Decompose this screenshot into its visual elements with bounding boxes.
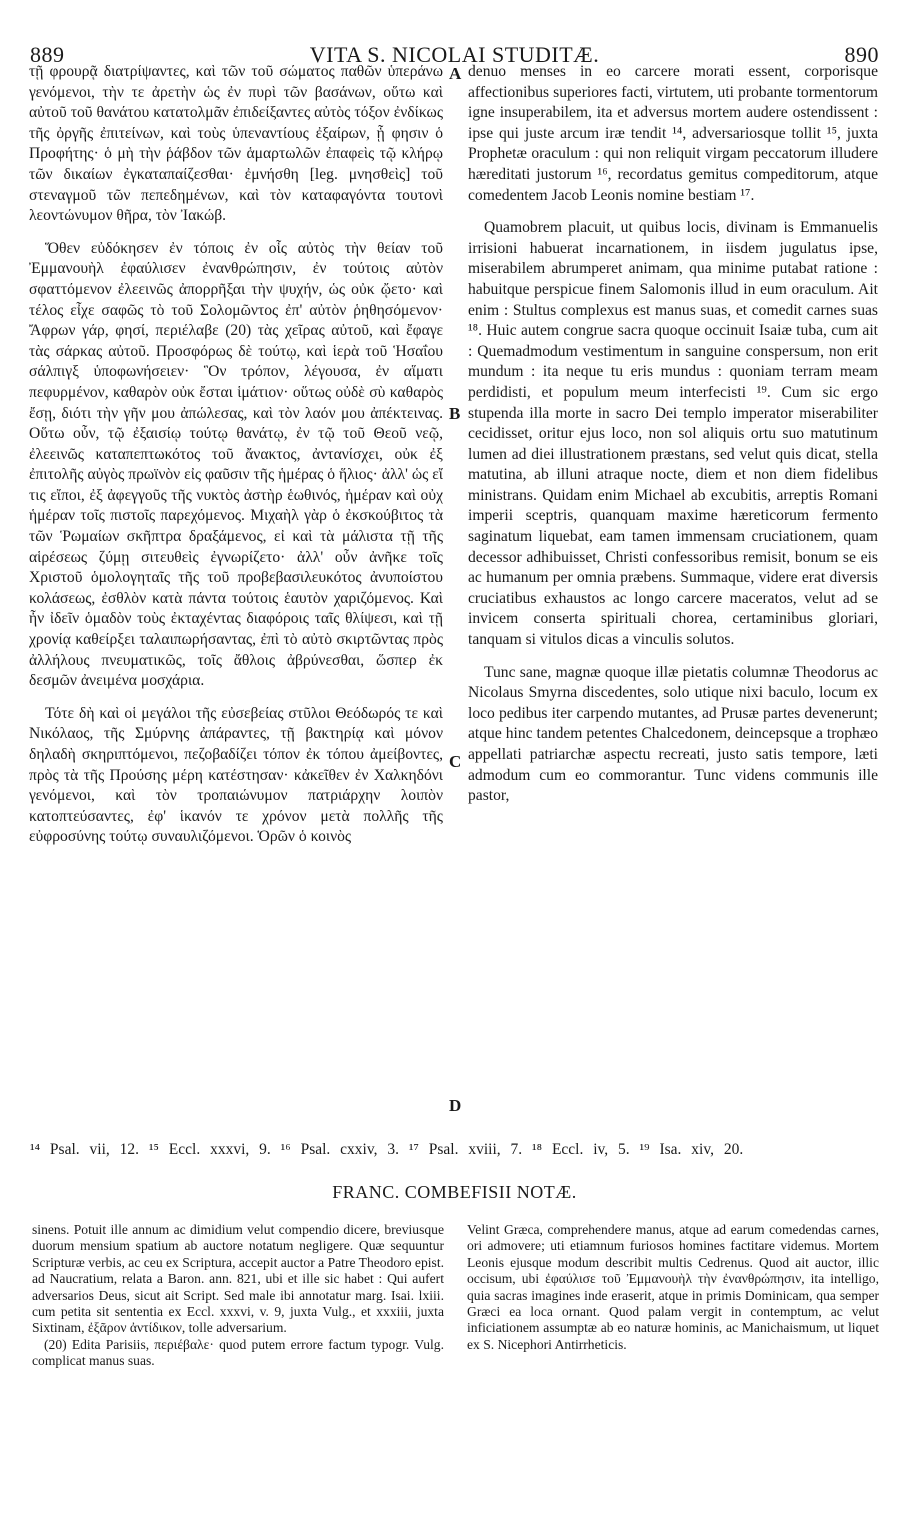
- greek-paragraph: Τότε δὴ καὶ οἱ μεγάλοι τῆς εὐσεβείας στῦλοι Θεόδωρός τε καὶ Νικόλαος, τῆς Σμύρνης ἀπάραντες, τῇ βακτηρίᾳ καὶ μόνον δηλαδὴ σκηριπτόμενοι, πεζοβαδίζει τόπον ἐκ τόπου ἀμείβοντες, πρὸς τὰ τῆς Προύσης μέρη κατέστησαν· κἀκεῖθεν ἐν Χαλκηδόνι γενόμενοι, καὶ τὸν τροπαιώνυμον πατριάρχην λοιπὸν κατοπτεύσαντες, ἐφ' ἱκανόν τε χρόνον μετὰ πολλῆς τῆς εὐφροσύνης τούτῳ συναυλιζόμενοι. Ὁρῶν ὁ κοινὸς: [29, 704, 443, 846]
- notes-heading: FRANC. COMBEFISII NOTÆ.: [332, 1182, 577, 1202]
- latin-paragraph: Quamobrem placuit, ut quibus locis, divinam is Emmanuelis irrisioni habuerat incarnationem, in iisdem jugulatus ipse, miserabilem abrumperet animam, qua minime putabat ratione : habuitque perspicue finem Salomonis illud in eum oraculum. Ait enim : Stultus complexus est manus suas, et comedit carnes suas ¹⁸. Huic autem congrue sacra quoque occinuit Isaiæ tuba, cum ait : Quemadmodum vestimentum in sanguine conspersum, non erit mundum : ita neque tu eris mundus : quoniam terram meam perdidisti, et populum meum interfecisti ¹⁹. Cum sic ergo stupenda illa morte in sacro Dei templo imperator miserabiliter cecidisset, oritur ejus loco, non sol aliquis ortu suo matutinum lumen ad diei illustrationem præstans, sed velut quis dicat, stella matutina, ab illuni atraque nocte, diem et non diem fidelibus ministrans. Quidam enim Michael ab excubitis, arreptis Romani imperii sceptris, quanquam maxime hæreticorum fermento saginatum liquebat, eam tamen immensam cruciationem, quam decessor adhibuisset, Christi confessoribus remisit, bonum se eis ac humanum per omnia præbens. Summaque, videre erat diversis cruciatibus exhaustos ac longo carcere maceratos, velut ad se invicem conserta spirituali chorea, certaminibus gloriari, tanquam si vitulos dicas a vinculis solutos.: [468, 219, 878, 649]
- margin-marker-d: D: [449, 1096, 462, 1115]
- note-paragraph: Velint Græca, comprehendere manus, atque ad earum comedendas carnes, ori admovere; uti etiamnum furiosos homines factitare videmus. Mortem Leonis ejusque modum describit multis Cedrenus. Quod ait auctor, illic occisum, ubi ἐφαύλισε τοῦ Ἐμμανουὴλ τὴν ἐνανθρώπησιν, ita intelligo, quia sacras imagines inde eraserit, atque in primis Dominicam, qua semper Græci ea loca ornant. Quod palam vergit in contemptum, ac velut inficiationem assumptæ ab eo naturæ hominis, ac Manichaismum, ut liquet ex S. Nicephori Antirrheticis.: [467, 1222, 879, 1352]
- latin-paragraph: Tunc sane, magnæ quoque illæ pietatis columnæ Theodorus ac Nicolaus Smyrna discedentes, solo utique nixi baculo, locum ex loco pedibus iter carpendo mutantes, ad Prusæ partes devenerunt; atque hinc tandem petentes Chalcedonem, deincepsque a trophæo appellati patriarchæ aspectu recreati, justo satis tempore, læti admodum cum eo commorantur. Tunc videns communis ille pastor,: [468, 663, 878, 805]
- footnotes: ¹⁴ Psal. vii, 12. ¹⁵ Eccl. xxxvi, 9. ¹⁶ Psal. cxxiv, 3. ¹⁷ Psal. xviii, 7. ¹⁸ Eccl. iv, 5. ¹⁹ Isa. xiv, 20.: [30, 1141, 744, 1158]
- margin-marker-c: C: [449, 752, 462, 771]
- notes-left-column: [32, 1222, 444, 1370]
- margin-marker-b: B: [449, 404, 461, 423]
- notes-right-column: [467, 1222, 879, 1353]
- note-paragraph: sinens. Potuit ille annum ac dimidium velut compendio dicere, breviusque duorum mensium spatium ab auctore notatum negligere. Quæ sequuntur Scripturæ verbis, ac ceu ex Scriptura, accepit auctor a Patre Theodoro epist. ad Naucratium, relata a Baron. ann. 821, ubi et ille sic habet : Qui aufert adversarios Deus, sicut ait Script. Sed male ibi annotatur marg. Isai. lxiii. cum petita sit sententia ex Eccl. xxxvi, v. 9, juxta Vulg., et xxxiii, juxta Sixtinam, ἐξᾶρον ἀντίδικον, tolle adversarium.: [32, 1222, 444, 1336]
- margin-marker-a: A: [449, 64, 462, 83]
- note-paragraph: (20) Edita Parisiis, περιέβαλε· quod putem errore factum typogr. Vulg. complicat manus suas.: [32, 1336, 444, 1369]
- greek-paragraph: Ὅθεν εὐδόκησεν ἐν τόποις ἐν οἷς αὐτὸς τὴν θείαν τοῦ Ἐμμανουὴλ ἐφαύλισεν ἐνανθρώπησιν, ἐν τούτοις αὐτὸν σφαττόμενον ἐλεεινῶς ἀπορρῆξαι τὴν ψυχήν, ὡς οὐκ ᾤετο· καὶ τέλος εἶχε σαφῶς τὸ τοῦ Σολομῶντος ἐπ' αὐτὸν ῥηθησόμενον· Ἄφρων γάρ, φησί, περιέλαβε (20) τὰς χεῖρας αὐτοῦ, καὶ ἔφαγε τὰς σάρκας αὐτοῦ. Προσφόρως δὲ τούτῳ, καὶ ἱερὰ τοῦ Ἡσαΐου σάλπιγξ ὑποφωνήσειεν· Ὃν τρόπον, λέγουσα, ἐν αἵματι πεφυρμένον, καθαρὸν οὐκ ἔσται ἱμάτιον· οὕτως οὐδὲ σὺ καθαρὸς ἔσῃ, διότι τὴν γῆν μου ἀπώλεσας, καὶ τὸν λαόν μου ἀπέκτεινας. Οὕτω οὖν, τῷ ἐξαισίῳ τούτῳ θανάτῳ, ἐν τῷ τοῦ Θεοῦ νεῷ, ἐλεεινῶς καταπεπτωκότος τοῦ ἄνακτος, ἀντανίσχει, οὐκ ἐξ ἐπιτολῆς αὐγὸς πρωϊνὸν εἰς φαῦσιν τῆς ἡμέρας ὁ ἥλιος· ἀλλ' ὡς εἴ τις εἴποι, ἐξ ἀφεγγοῦς τῆς νυκτὸς ἀστὴρ ἑωθινός, ἡμέραν καὶ οὐχ ἡμέραν τοῖς πιστοῖς παρεχόμενος. Μιχαὴλ γὰρ ὁ ἐκσκούβιτος τὰ τῶν Ῥωμαίων σκῆπτρα δραξάμενος, εἰ καὶ τὰ μάλιστα τῇ τῆς αἱρέσεως ζύμῃ σιτευθεὶς ἐγνωρίζετο· ἀλλ' οὖν ἀνῆκε τοῖς Χριστοῦ ὁμολογηταῖς τῆς τοῦ προβεβασιλευκότος ἀνυποίστου κολάσεως, ἐσθλὸν κατὰ πάντα τούτοις ἑαυτὸν χαριζόμενος. Καὶ ἦν ἰδεῖν ὁμαδὸν τοὺς ἐκταχέντας διαφόροις ταῖς θλίψεσι, καὶ τῇ χρονίᾳ καθείρξει ταλαιπωρήσαντας, ἐπὶ τὸ αὐτὸ σκιρτῶντας πρὸς ἀλλήλους πνευματικῶς, τοῖς ἄθλοις ἀβρύνεσθαι, ὥσπερ ἐκ δεσμῶν ἀνειμένα μοσχάρια.: [29, 239, 443, 690]
- page-number-left: 889: [30, 42, 65, 67]
- running-title: VITA S. NICOLAI STUDITÆ.: [309, 42, 600, 67]
- page-number-right: 890: [844, 42, 879, 67]
- greek-paragraph: τῇ φρουρᾷ διατρίψαντες, καὶ τῶν τοῦ σώματος παθῶν ὑπεράνω γενόμενοι, τὴν τε ἀρετὴν ὡς ἐν πυρὶ τῶν βασάνων, οὕτω καὶ αὐτοῦ τοῦ θανάτου κατατολμᾶν ἐπιδείξαντες αὐτὸς τόξον ἐνδίκως τῆς ὀργῆς ἐπιτείνων, καὶ τοὺς ὑπεναντίους ἐξαίρων, ᾗ φησιν ὁ Προφήτης· ὁ μὴ τὴν ῥάβδον τῶν ἁμαρτωλῶν ἐπαφεὶς τῷ κλήρῳ τῶν δικαίων ἐγκαταπαίζεσθαι· ἐμνήσθη [leg. μνησθεὶς] τοῦ στεναγμοῦ τῶν πεπεδημένων, καὶ τὸν καταφαγόντα τουτονὶ λεοντώνυμον θῆρα, τὸν Ἰακώβ.: [29, 63, 443, 225]
- greek-text-column: [29, 62, 443, 848]
- latin-text-column: [468, 62, 878, 807]
- latin-paragraph: denuo menses in eo carcere morati essent, corporisque affectionibus superiores facti, virtutem, uti probante tormentorum igne insuperabilem, ita et adversus mortem audere ostendissent : ipse qui juste arcum iræ tendit ¹⁴, adversariosque tollit ¹⁵, juxta Prophetæ oraculum : qui non reliquit virgam peccatorum illudere hæreditati justorum ¹⁶, recordatus gemitus compeditorum, atque comedentem Jacob Leonis nomine bestiam ¹⁷.: [468, 63, 878, 204]
